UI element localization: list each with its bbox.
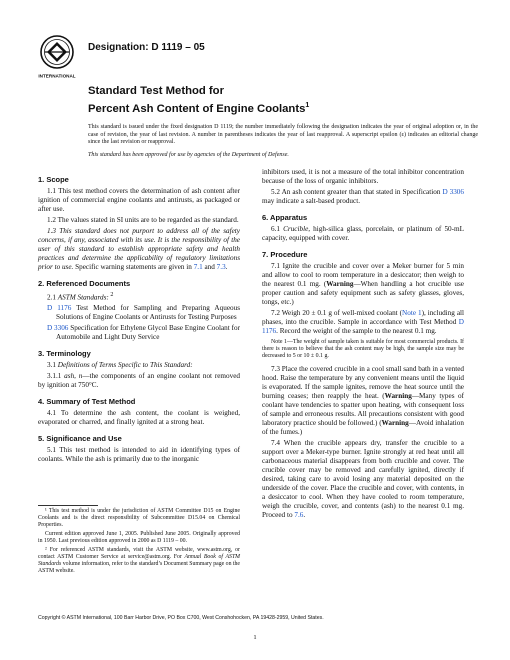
link-section-7-3[interactable]: 7.3 xyxy=(216,263,226,271)
para-2-1: 2.1 ASTM Standards: $^2$ xyxy=(47,292,114,302)
link-section-7-1[interactable]: 7.1 xyxy=(193,263,203,271)
link-d3306[interactable]: D 3306 xyxy=(47,324,69,333)
document-title xyxy=(88,85,309,116)
footnote-divider xyxy=(38,505,98,506)
section-heading-scope: 1. Scope xyxy=(38,175,69,184)
para-1-3: 1.3 This standard does not purport to address all of the safety concerns, if any, associated with its use. It is the responsibility of the user of this standard to establish appropriate safety and health practices and determine the applicability of regulatory limitations prior to use. Specific warning statements are given in 7.1 and 7.3. xyxy=(38,227,240,271)
para-7-3: 7.3 Place the covered crucible in a cool small sand bath in a vented hood. Raise the temperature by any convenient means until the liquid is evaporated. If the sample ignites, remove the heat source until the burning ceases; then reapply the heat. (Warning—Many types of coolant have tendencies to spatter upon heating, with consequent loss of sample and erroneous results. All precautions consistent with good laboratory practice should be followed.) (Warning—Avoid inhalation of the fumes.) xyxy=(262,364,464,436)
para-6-1: 6.1 Crucible, high-silica glass, porcelain, or platinum of 50-mL capacity, equipped with cover. xyxy=(262,225,465,242)
dod-approval-note: This standard has been approved for use by agencies of the Department of Defense. xyxy=(88,152,289,158)
footnote-1-edition: Current edition approved June 1, 2005. Published June 2005. Originally approved in 1950. Last previous edition approved in 2000 as D 1119 – 00. xyxy=(38,531,240,544)
footnote-2: ² For referenced ASTM standards, visit the ASTM website, www.astm.org, or contact ASTM Customer Service at service@astm.org. For Annual Book of ASTM Standards volume information, refer to the standard’s Document Summary page on the ASTM website. xyxy=(38,547,241,574)
copyright-notice: Copyright © ASTM International, 100 Barr Harbor Drive, PO Box C700, West Conshohocken, PA 19428-2959, United States. xyxy=(38,615,324,621)
para-7-1: 7.1 Ignite the crucible and cover over a Meker burner for 5 min and allow to cool to room temperature in a desiccator; then weigh to the nearest 0.1 mg. (Warning—When handling a hot crucible use proper caution and safety equipment such as safety glasses, gloves, tongs, etc.) xyxy=(262,262,464,306)
section-heading-terminology: 3. Terminology xyxy=(38,349,91,359)
logo-text: INTERNATIONAL xyxy=(38,73,76,79)
link-d1176[interactable]: D 1176 xyxy=(47,304,72,313)
reference-d3306: D 3306 Specification for Ethylene Glycol Base Engine Coolant for Automobile and Light Duty Service xyxy=(47,324,240,342)
para-7-2: 7.2 Weigh 20 ± 0.1 g of well-mixed coolant (Note 1), including all phases, into the crucible. Sample in accordance with Test Method D 1176. Record the weight of the sample to the nearest 0.1 mg. xyxy=(262,309,464,335)
left-column xyxy=(38,168,240,466)
link-section-7-6[interactable]: 7.6 xyxy=(294,510,304,519)
footnotes xyxy=(38,508,240,577)
link-d1176-method[interactable]: D 1176 xyxy=(262,318,464,335)
link-note-1[interactable]: Note 1 xyxy=(402,309,422,317)
para-5-1-continued: inhibitors used, it is not a measure of the total inhibitor concentration because of the loss of organic inhibitors. xyxy=(262,168,464,185)
section-heading-referenced-documents: 2. Referenced Documents xyxy=(38,279,131,288)
para-3-1: 3.1 Definitions of Terms Specific to This Standard: xyxy=(47,361,193,370)
title-line-1: Standard Test Method for xyxy=(88,85,224,97)
section-heading-summary: 4. Summary of Test Method xyxy=(38,397,136,407)
preamble-note: This standard is issued under the fixed designation D 1119; the number immediately following the designation indicates the year of original adoption or, in the case of revision, the year of last revision. A number in parentheses indicates the year of last reapproval. A superscript epsilon (ε) indicates an editorial change since the last revision or reapproval. xyxy=(88,124,478,146)
para-5-1: 5.1 This test method is intended to aid in identifying types of coolants. While the ash is primarily due to the inorganic xyxy=(38,446,240,464)
para-4-1: 4.1 To determine the ash content, the coolant is weighed, evaporated or charred, and finally ignited at a strong heat. xyxy=(38,409,240,427)
reference-d1176: D 1176 Test Method for Sampling and Preparing Aqueous Solutions of Engine Coolants or Antirusts for Testing Purposes xyxy=(47,304,240,322)
right-column xyxy=(262,168,464,522)
section-heading-apparatus: 6. Apparatus xyxy=(262,213,308,222)
page-number: 1 xyxy=(253,634,257,641)
safety-caveat: 1.3 This standard does not purport to address all of the safety concerns, if any, associated with its use. It is the responsibility of the user of this standard to establish appropriate safety and health practices and determine the applicability of regulatory limitations prior to use. xyxy=(38,227,240,271)
link-d3306-spec[interactable]: D 3306 xyxy=(442,188,464,196)
footnote-1: ¹ This test method is under the jurisdiction of ASTM Committee D15 on Engine Coolants and is the direct responsibility of Subcommittee D15.04 on Chemical Properties. xyxy=(38,508,240,528)
title-footnote-mark: 1 xyxy=(305,101,310,109)
astm-logo-icon xyxy=(38,34,76,80)
title-line-2: Percent Ash Content of Engine Coolants xyxy=(88,102,306,115)
para-3-1-1: 3.1.1 ash, n—the components of an engine coolant not removed by ignition at 750°C. xyxy=(38,372,240,390)
section-heading-procedure: 7. Procedure xyxy=(262,250,308,259)
designation: Designation: D 1119 – 05 xyxy=(88,42,205,53)
para-5-2: 5.2 An ash content greater than that stated in Specification D 3306 may indicate a salt-based product. xyxy=(262,188,464,205)
para-7-4: 7.4 When the crucible appears dry, transfer the crucible to a support over a Meker-type burner. Ignite strongly at red heat until all carbonaceous material disappears from both crucible and cover. The crucible cover may be removed and carefully ignited, directly if desired, taking care to avoid losing any material deposited on the underside of the cover. Place the crucible and cover, with contents, in a desiccator to cool. When they have cooled to room temperature, weigh the crucible, cover, and contents (ash) to the nearest 0.1 mg. Proceed to 7.6. xyxy=(262,438,464,519)
para-1-1: 1.1 This test method covers the determination of ash content after ignition of commercial engine coolants and antirusts, as packaged or after use. xyxy=(38,187,240,213)
section-heading-significance: 5. Significance and Use xyxy=(38,434,122,444)
note-1: Note 1—The weight of sample taken is suitable for most commercial products. If there is reason to believe that the ash content may be high, the sample size may be decreased to 5 or 10 ± 0.1 g. xyxy=(262,339,464,360)
para-1-2: 1.2 The values stated in SI units are to be regarded as the standard. xyxy=(47,216,239,224)
